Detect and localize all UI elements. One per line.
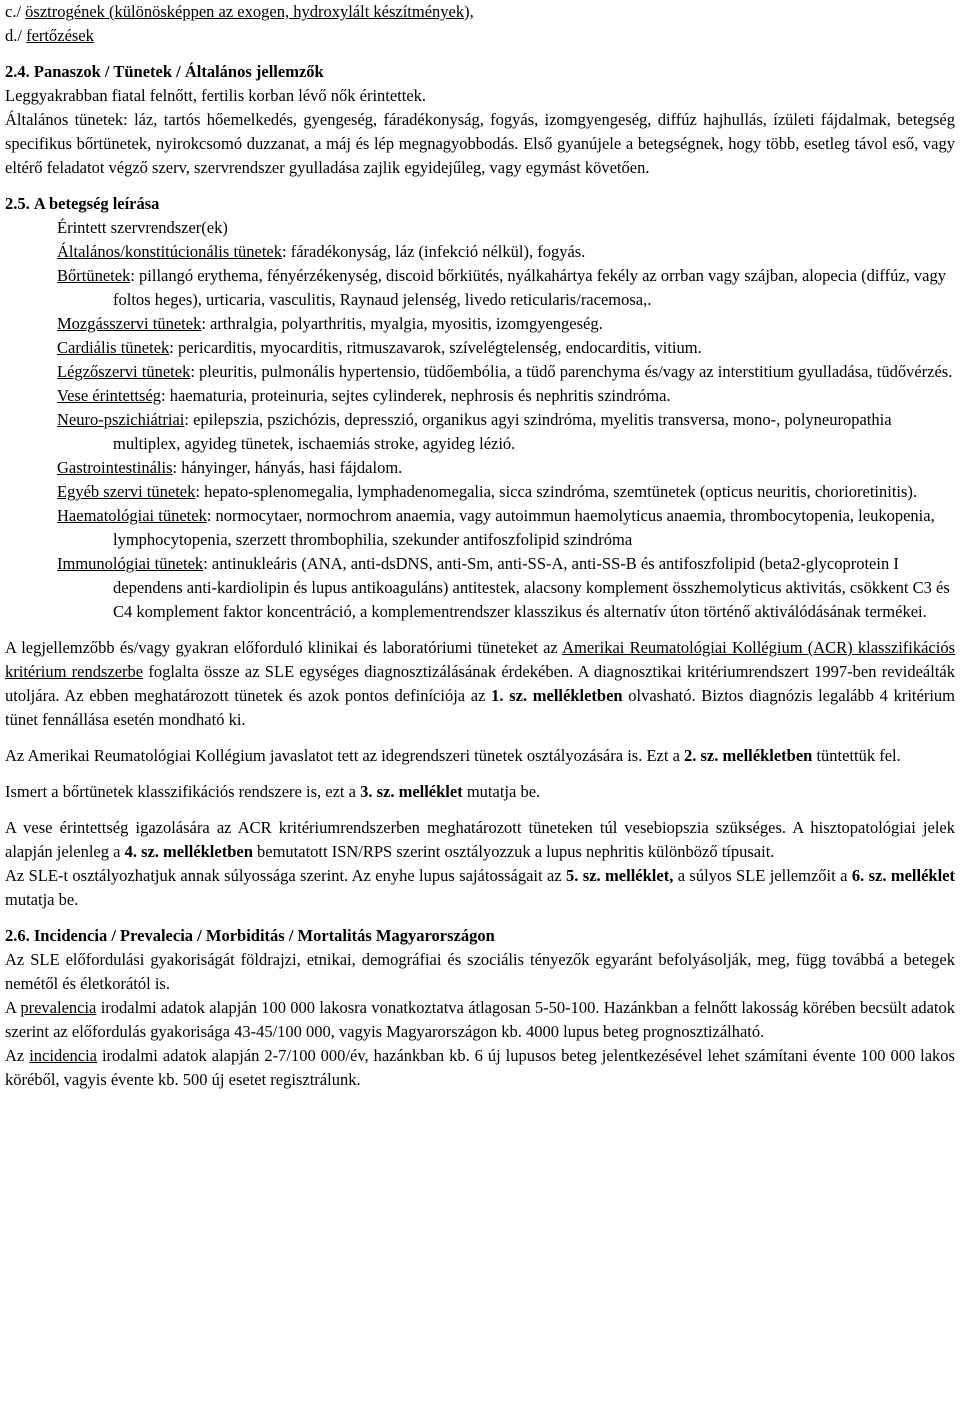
term-link[interactable]: Neuro-pszichiátriai [57, 410, 185, 429]
term-link[interactable]: Haematológiai tünetek [57, 506, 207, 525]
link-prevalencia[interactable]: prevalencia [20, 998, 97, 1017]
list-item-d [5, 24, 955, 48]
paragraph-incidence: Az incidencia irodalmi adatok alapján 2-7/100 000/év, hazánkban kb. 6 új lupusos beteg jelentkezésével lehet számítani évente 100 000 lakos köréből, vagyis évente kb. 500 új esetet regisztrálunk. [5, 1046, 955, 1089]
list-item: Gastrointestinális: hányinger, hányás, hasi fájdalom. [57, 458, 403, 477]
list-item: Mozgásszervi tünetek: arthralgia, polyarthritis, myalgia, myositis, izomgyengeség. [57, 314, 603, 333]
term-link[interactable]: Egyéb szervi tünetek [57, 482, 196, 501]
list-item: Cardiális tünetek: pericarditis, myocarditis, ritmuszavarok, szívelégtelenség, endocarditis, vitium. [57, 338, 702, 357]
term-link[interactable]: Mozgásszervi tünetek [57, 314, 202, 333]
term-link[interactable]: Bőrtünetek [57, 266, 131, 285]
list-item: Bőrtünetek: pillangó erythema, fényérzékenység, discoid bőrkiütés, nyálkahártya fekély az orrban vagy szájban, alopecia (diffúz, vagy foltos heges), urticaria, vasculitis, Raynaud jelenség, livedo reticularis/racemosa,. [57, 266, 946, 309]
paragraph-acr-criteria: A legjellemzőbb és/vagy gyakran előforduló klinikai és laboratóriumi tüneteket az Amerikai Reumatológiai Kollégium (ACR) klasszifikációs kritérium rendszerbe foglalta össze az SLE egységes diagnosztizálásának érdekében. A diagnosztikai kritériumrendszert 1997-ben revideálták utoljára. Az ebben meghatározott tünetek és azok pontos definíciója az 1. sz. mellékletben olvasható. Biztos diagnózis legalább 4 kritérium tünet fennállása esetén mondható ki. [5, 638, 956, 729]
paragraph-general-symptoms: Általános tünetek: láz, tartós hőemelkedés, gyengeség, fáradékonyság, fogyás, izomgyengeség, diffúz hajhullás, ízületi fájdalmak, betegség specifikus bőrtünetek, nyirokcsomó duzzanat, a máj és lép megnagyobbodás. Első gyanújele a betegségnek, hogy több, esetleg távol eső, vagy eltérő feladatot végző szerv, szervrendszer gyulladása zajlik egyidejűleg, vagy egymást követően. [5, 110, 955, 177]
subheading-organ-systems: Érintett szervrendszer(ek) [57, 218, 228, 237]
section-heading-2-5: 2.5. A betegség leírása [5, 194, 160, 213]
document-page [5, 0, 955, 1092]
term-link[interactable]: Vese érintettség [57, 386, 162, 405]
list-item: Immunológiai tünetek: antinukleáris (ANA, anti-dsDNS, anti-Sm, anti-SS-A, anti-SS-B és antifoszfolipid (beta2-glycoprotein I dependens anti-kardiolipin és lupus antikoaguláns) antitestek, alacsony komplement összhemolyticus aktivitás, csökkent C3 és C4 komplement faktor koncentráció, a komplementrendszer klasszikus és alternatív úton történő aktiválódásának termékei. [57, 554, 950, 621]
list-marker: c./ [5, 2, 26, 21]
paragraph-affected: Leggyakrabban fiatal felnőtt, fertilis korban lévő nők érintettek. [5, 86, 427, 105]
paragraph-prevalence: A prevalencia irodalmi adatok alapján 100 000 lakosra vonatkoztatva átlagosan 5-50-100. Hazánkban a felnőtt lakosság körében becsült adatok szerint az előfordulás gyakorisága 43-45/100 000, vagyis Magyarországon kb. 4000 lupus beteg prognosztizálható. [5, 998, 955, 1041]
link-acr[interactable]: Amerikai Reumatológiai Kollégium (ACR) klasszifikációs kritérium rendszerbe [5, 638, 956, 681]
term-link[interactable]: Cardiális tünetek [57, 338, 170, 357]
term-link[interactable]: Immunológiai tünetek [57, 554, 204, 573]
paragraph-skin-classification: Ismert a bőrtünetek klasszifikációs rendszere is, ezt a 3. sz. melléklet mutatja be. [5, 782, 541, 801]
paragraph-nervous-system: Az Amerikai Reumatológiai Kollégium javaslatot tett az idegrendszeri tünetek osztályozására is. Ezt a 2. sz. mellékletben tüntettük fel. [5, 746, 901, 765]
term-link[interactable]: Gastrointestinális [57, 458, 173, 477]
list-item: Egyéb szervi tünetek: hepato-splenomegalia, lymphadenomegalia, sicca szindróma, szemtünetek (opticus neuritis, chorioretinitis). [57, 482, 918, 501]
link-osztrogenek[interactable]: ösztrogének (különösképpen az exogen, hydroxylált készítmények), [25, 2, 474, 21]
section-heading-2-4: 2.4. Panaszok / Tünetek / Általános jellemzők [5, 62, 324, 81]
list-item: Haematológiai tünetek: normocytaer, normochrom anaemia, vagy autoimmun haemolyticus anaemia, thrombocytopenia, leukopenia, lymphocytopenia, szerzett thrombophilia, szekunder antifoszfolipid szindróma [57, 506, 935, 549]
list-marker: d./ [5, 26, 27, 45]
term-link[interactable]: Légzőszervi tünetek [57, 362, 191, 381]
list-item: Neuro-pszichiátriai: epilepszia, pszichózis, depresszió, organikus agyi szindróma, myelitis transversa, mono-, polyneuropathia multiplex, agyideg tünetek, ischaemiás stroke, agyideg lézió. [57, 410, 892, 453]
list-item-c [5, 0, 955, 24]
section-heading-2-6: 2.6. Incidencia / Prevalecia / Morbiditás / Mortalitás Magyarországon [5, 926, 495, 945]
link-fertozesek[interactable]: fertőzések [26, 26, 94, 45]
organ-symptom-list [5, 240, 955, 624]
paragraph-severity: Az SLE-t osztályozhatjuk annak súlyossága szerint. Az enyhe lupus sajátosságait az 5. sz. melléklet, a súlyos SLE jellemzőit a 6. sz. melléklet mutatja be. [5, 866, 955, 909]
list-item: Vese érintettség: haematuria, proteinuria, sejtes cylinderek, nephrosis és nephritis szindróma. [57, 386, 671, 405]
paragraph-frequency: Az SLE előfordulási gyakoriságát földrajzi, etnikai, demográfiai és szociális tényezők egyaránt befolyásolják, meg, függ továbbá a betegek nemétől és életkorától is. [5, 950, 955, 993]
list-item: Légzőszervi tünetek: pleuritis, pulmonális hypertensio, tüdőembólia, a tüdő parenchyma és/vagy az interstitium gyulladása, tüdővérzés. [57, 362, 953, 381]
term-link[interactable]: Általános/konstitúcionális tünetek [57, 242, 283, 261]
list-item: Általános/konstitúcionális tünetek: fáradékonyság, láz (infekció nélkül), fogyás. [57, 242, 586, 261]
link-incidencia[interactable]: incidencia [29, 1046, 97, 1065]
paragraph-kidney: A vese érintettség igazolására az ACR kritériumrendszerben meghatározott tüneteken túl vesebiopszia szükséges. A hisztopatológiai jelek alapján jelenleg a 4. sz. mellékletben bemutatott ISN/RPS szerint osztályozzuk a lupus nephritis különböző típusait. [5, 818, 955, 861]
